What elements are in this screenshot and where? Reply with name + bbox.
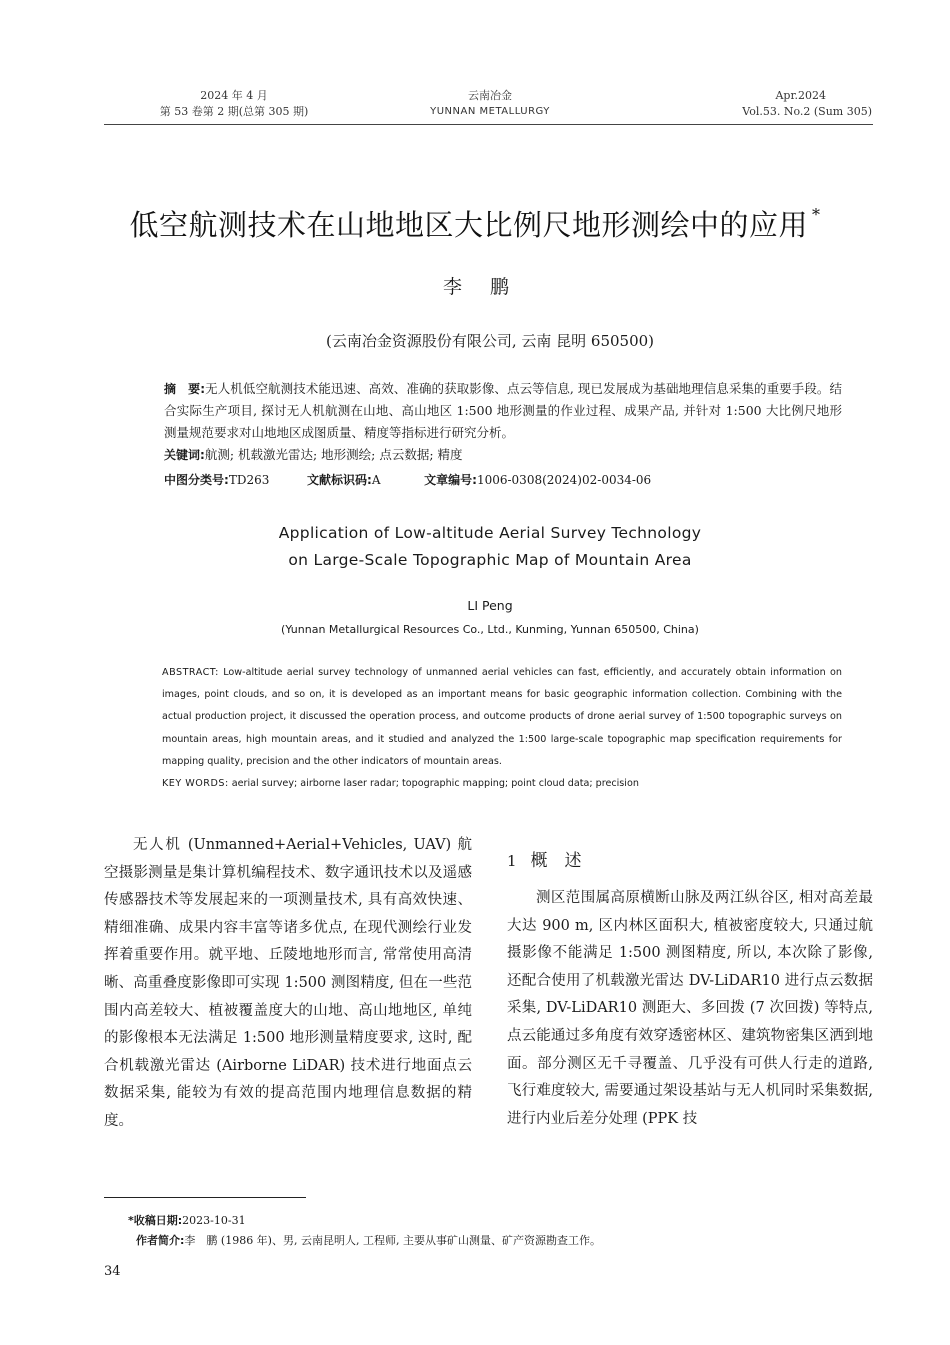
body-right-column: [507, 885, 873, 1133]
footnote-rule: [104, 1197, 306, 1198]
abstract-en-text: Low-altitude aerial survey technology of unmanned aerial vehicles can fast, efficiently, and accurately obtain information on images, point clouds, and so on, it is developed as an important means for basic geographic information collection. Combining with the actual production project, it discussed the operation process, and outcome products of drone aerial survey of 1:500 topographic surveys on mountain areas, high mountain areas, and it studied and analyzed the 1:500 large-scale topographic map specification requirements for mapping quality, precision and the other indicators of mountain areas.: [162, 667, 842, 767]
title-footnote-mark: *: [812, 205, 821, 224]
header-date: 2024 年 4 月: [200, 89, 268, 102]
english-title-line1: Application of Low-altitude Aerial Survey Technology: [278, 524, 702, 542]
abstract-en: [136, 662, 842, 795]
section-heading: [507, 846, 582, 871]
header-center: [340, 88, 640, 120]
received-date: 2023-10-31: [182, 1214, 246, 1227]
intro-paragraph: 无人机 (Unmanned+Aerial+Vehicles, UAV) 航空摄影测量是集计算机编程技术、数字通讯技术以及遥感传感器技术等发展起来的一项测量技术, 具有高效快速、精细准确、成果内容丰富等诸多优点, 在现代测绘行业发挥着重要作用。就平地、丘陵地地形而言, 常常使用高清晰、高重叠度影像即可实现 1:500 测图精度, 但在一些范围内高差较大、植被覆盖度大的山地、高山地地区, 单纯的影像根本无法满足 1:500 地形测量精度要求, 这时, 配合机载激光雷达 (Airborne LiDAR) 技术进行地面点云数据采集, 能较为有效的提高范围内地理信息数据的精度。: [104, 837, 472, 1129]
author-bio-label: 作者简介:: [136, 1234, 185, 1247]
abstract-cn-label: 摘 要:: [164, 382, 206, 396]
affiliation: (云南冶金资源股份有限公司, 云南 昆明 650500): [325, 332, 655, 350]
abstract-en-label: ABSTRACT:: [162, 667, 219, 678]
doc-code-label: 文献标识码:: [307, 473, 372, 487]
keywords-cn: 航测; 机载激光雷达; 地形测绘; 点云数据; 精度: [204, 447, 463, 462]
english-affiliation: (Yunnan Metallurgical Resources Co., Ltd., Kunming, Yunnan 650500, China): [281, 623, 699, 636]
page-number: 34: [104, 1264, 121, 1279]
header-left: [104, 88, 364, 120]
header-date-en: Apr.2024: [775, 89, 826, 102]
article-no-label: 文章编号:: [424, 473, 477, 487]
journal-name-cn: 云南冶金: [468, 89, 512, 102]
keywords-en-label: KEY WORDS:: [162, 778, 229, 790]
english-title-line2: on Large-Scale Topographic Map of Mountain Area: [288, 551, 692, 569]
clc-label: 中图分类号:: [164, 473, 229, 487]
keywords-cn-label: 关键词:: [164, 448, 205, 462]
header-volume-en: Vol.53. No.2 (Sum 305): [742, 105, 872, 118]
paper-title-text: 低空航测技术在山地地区大比例尺地形测绘中的应用: [129, 208, 808, 242]
section-number: 1: [507, 852, 517, 870]
header-volume-cn: 第 53 卷第 2 期(总第 305 期): [159, 105, 309, 118]
clc-code: TD263: [228, 473, 270, 487]
abstract-cn: [136, 378, 842, 466]
author-name: 李鹏: [442, 276, 537, 298]
body-left-column: [104, 832, 472, 1136]
english-title: [0, 520, 950, 574]
paper-title: [60, 203, 890, 244]
doc-code: A: [371, 473, 381, 487]
english-author: LI Peng: [467, 598, 513, 613]
footnote-received: [128, 1212, 246, 1230]
keywords-en: aerial survey; airborne laser radar; topographic mapping; point cloud data; precision: [231, 778, 639, 790]
header-right: [600, 88, 872, 120]
abstract-cn-text: 无人机低空航测技术能迅速、高效、准确的获取影像、点云等信息, 现已发展成为基础地理信息采集的重要手段。结合实际生产项目, 探讨无人机航测在山地、高山地区 1:500 地形测量的作业过程、成果产品, 并针对 1:500 大比例尺地形测量规范要求对山地地区成图质量、精度等指标进行研究分析。: [164, 381, 842, 440]
classification-row: [164, 470, 651, 490]
header-rule: [104, 124, 873, 125]
footnote-author-bio: [136, 1232, 601, 1250]
journal-name-en: YUNNAN METALLURGY: [430, 106, 550, 117]
overview-paragraph: 测区范围属高原横断山脉及两江纵谷区, 相对高差最大达 900 m, 区内林区面积大, 植被密度较大, 只通过航摄影像不能满足 1:500 测图精度, 所以, 本次除了影像, 还配合使用了机载激光雷达 DV-LiDAR10 进行点云数据采集, DV-LiDAR10 测距大、多回拨 (7 次回拨) 等特点, 点云能通过多角度有效穿透密林区、建筑物密集区洒到地面。部分测区无千寻覆盖、几乎没有可供人行走的道路, 飞行难度较大, 需要通过架设基站与无人机同时采集数据, 进行内业后差分处理 (PPK 技: [507, 890, 873, 1127]
author-bio: 李 鹏 (1986 年)、男, 云南昆明人, 工程师, 主要从事矿山测量、矿产资源勘查工作。: [184, 1234, 601, 1247]
received-label: *收稿日期:: [128, 1214, 183, 1227]
section-title: 概 述: [530, 851, 582, 871]
article-no: 1006-0308(2024)02-0034-06: [476, 473, 652, 487]
